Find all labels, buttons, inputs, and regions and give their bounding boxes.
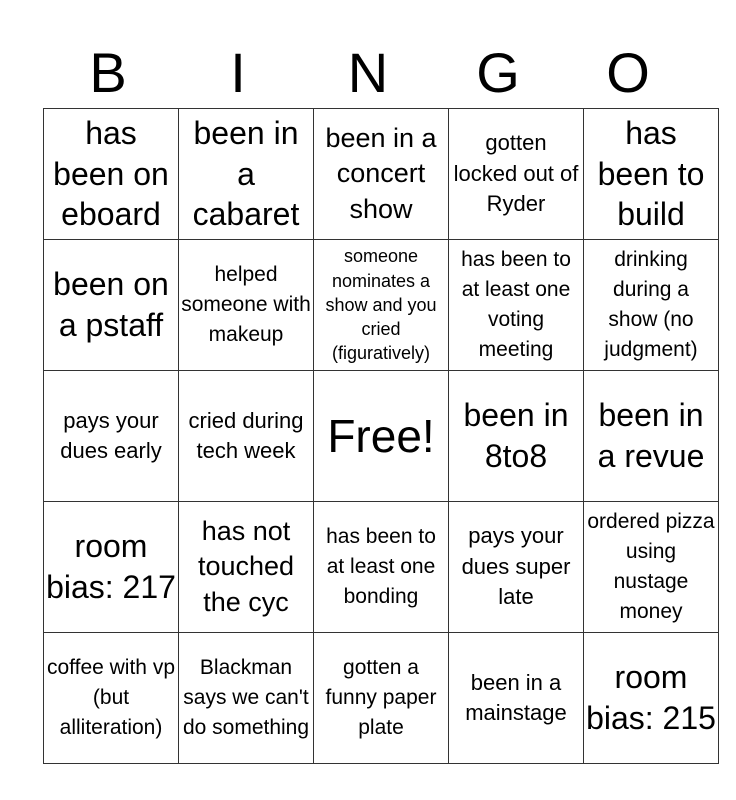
board-row [44, 502, 719, 633]
cell-text: drinking during a show (no judgment) [604, 248, 698, 361]
bingo-cell[interactable] [44, 109, 179, 240]
bingo-cell[interactable] [449, 502, 584, 633]
bingo-cell[interactable] [314, 240, 449, 371]
bingo-cell[interactable] [584, 371, 719, 502]
bingo-cell[interactable] [449, 633, 584, 764]
bingo-cell[interactable] [314, 502, 449, 633]
header-letter-b: B [89, 41, 127, 104]
cell-text: pays your dues super late [461, 523, 571, 610]
bingo-header [43, 40, 693, 106]
board-row [44, 240, 719, 371]
cell-text: coffee with vp (but alliteration) [46, 656, 176, 739]
bingo-cell[interactable] [314, 109, 449, 240]
cell-text: has been to build [597, 114, 705, 233]
board-row [44, 633, 719, 764]
header-letter-o: O [606, 41, 650, 104]
cell-text: been in 8to8 [463, 397, 569, 474]
bingo-cell[interactable] [449, 240, 584, 371]
header-letter-i: I [230, 41, 246, 104]
bingo-cell[interactable] [179, 240, 314, 371]
cell-text: gotten locked out of Ryder [453, 130, 579, 217]
board-row [44, 109, 719, 240]
cell-text: been in a revue [597, 397, 705, 474]
bingo-cell[interactable] [179, 109, 314, 240]
board-row [44, 371, 719, 502]
bingo-cell[interactable] [44, 371, 179, 502]
cell-text: has not touched the cyc [197, 515, 295, 617]
bingo-board [43, 108, 719, 764]
cell-text: has been to at least one voting meeting [461, 248, 571, 361]
cell-text: room bias: 215 [586, 659, 716, 736]
bingo-cell[interactable] [44, 633, 179, 764]
cell-text: Blackman says we can't do something [182, 656, 310, 739]
cell-text: been in a cabaret [192, 114, 300, 233]
free-space-cell[interactable] [314, 371, 449, 502]
bingo-cell[interactable] [44, 502, 179, 633]
bingo-cell[interactable] [44, 240, 179, 371]
cell-text: room bias: 217 [46, 528, 176, 605]
header-letter-n: N [347, 41, 389, 104]
bingo-cell[interactable] [584, 240, 719, 371]
cell-text: been in a concert show [325, 122, 437, 224]
cell-text: has been to at least one bonding [326, 525, 436, 608]
bingo-cell[interactable] [179, 633, 314, 764]
cell-text: someone nominates a show and you cried (figuratively) [325, 246, 437, 364]
cell-text: ordered pizza using nustage money [587, 510, 715, 623]
bingo-cell[interactable] [449, 371, 584, 502]
cell-text: has been on eboard [53, 114, 169, 233]
bingo-cell[interactable] [584, 633, 719, 764]
cell-text: gotten a funny paper plate [325, 656, 437, 739]
cell-text: cried during tech week [188, 407, 304, 463]
free-space-text: Free! [327, 409, 435, 462]
bingo-cell[interactable] [449, 109, 584, 240]
bingo-cell[interactable] [314, 633, 449, 764]
cell-text: helped someone with makeup [181, 263, 311, 346]
bingo-cell[interactable] [584, 109, 719, 240]
bingo-cell[interactable] [179, 371, 314, 502]
bingo-cell[interactable] [179, 502, 314, 633]
cell-text: pays your dues early [60, 407, 162, 463]
bingo-cell[interactable] [584, 502, 719, 633]
cell-text: been in a mainstage [465, 669, 567, 725]
cell-text: been on a pstaff [53, 266, 169, 343]
header-letter-g: G [476, 41, 520, 104]
